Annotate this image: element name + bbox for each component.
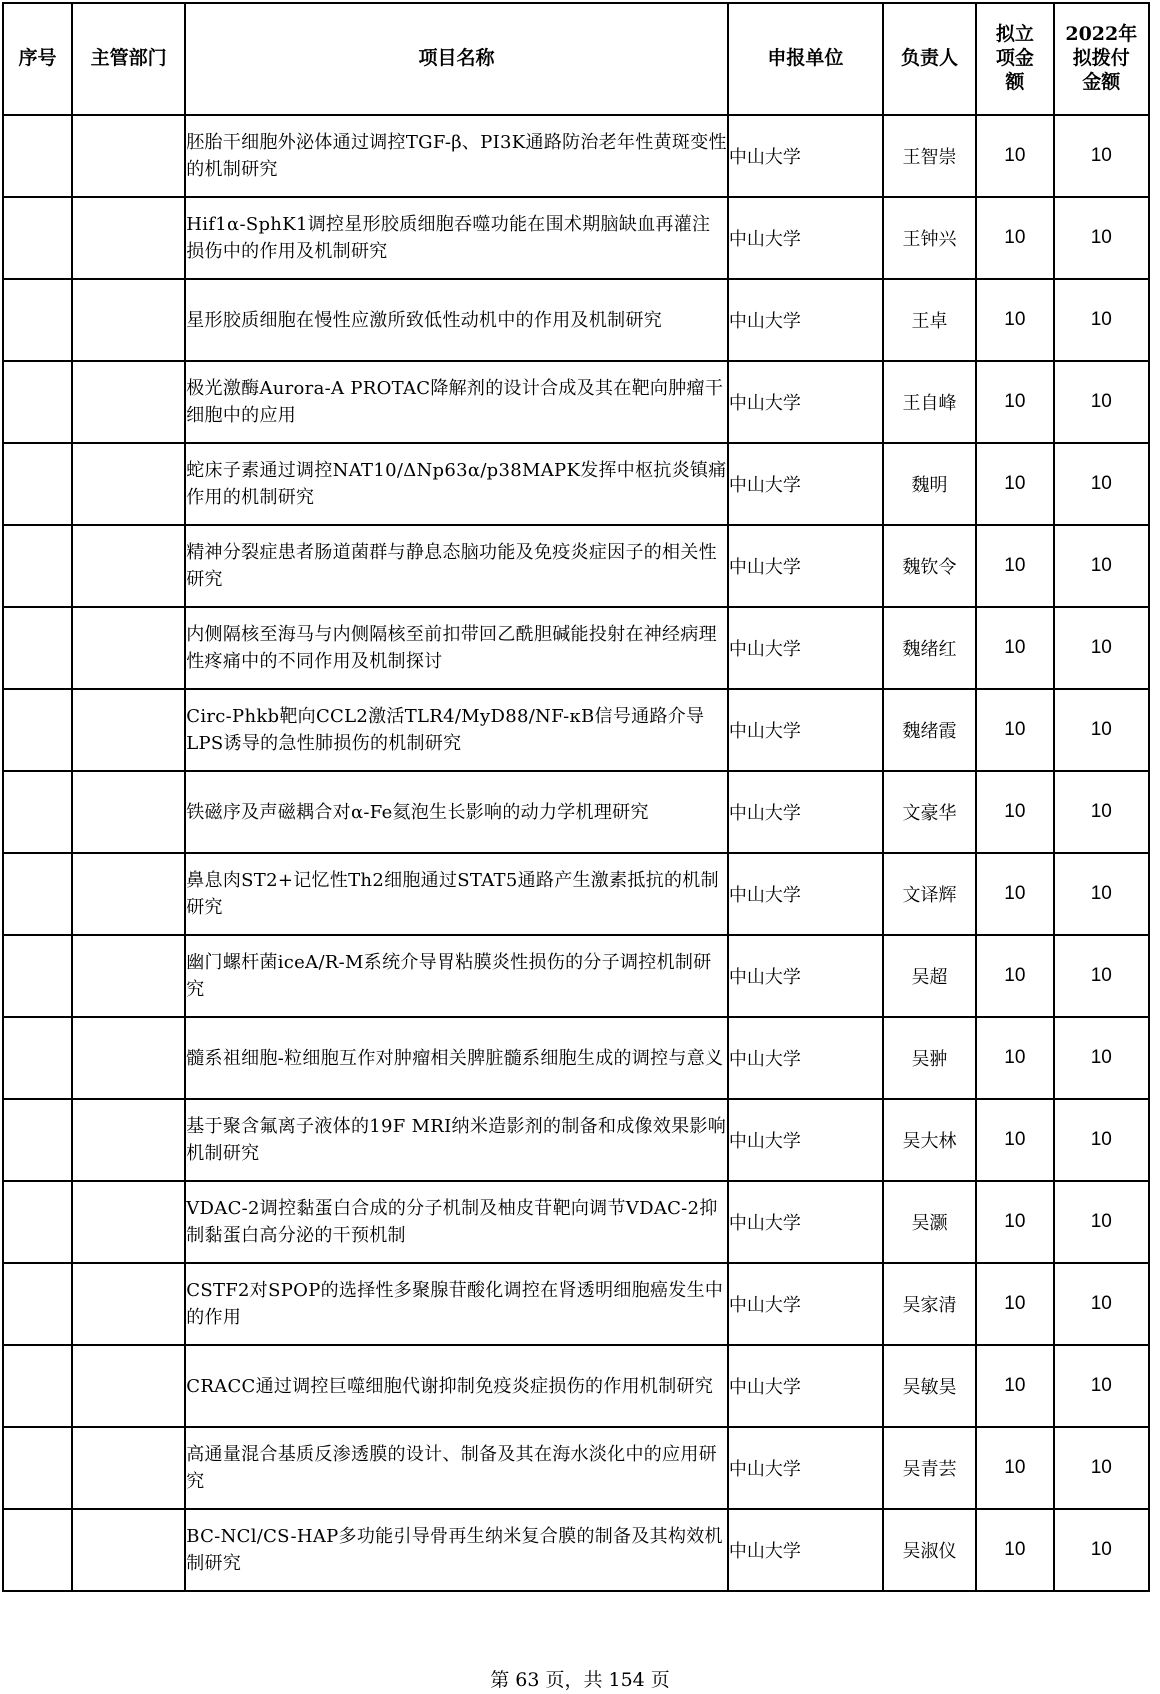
cell-allocated-amount: 10	[1054, 1263, 1149, 1345]
cell-project-name: 幽门螺杆菌iceA/R-M系统介导胃粘膜炎性损伤的分子调控机制研究	[185, 935, 728, 1017]
cell-dept	[72, 361, 185, 443]
cell-unit: 中山大学	[728, 197, 883, 279]
cell-allocated-amount: 10	[1054, 1427, 1149, 1509]
cell-dept	[72, 1345, 185, 1427]
cell-person: 王卓	[883, 279, 976, 361]
cell-unit: 中山大学	[728, 689, 883, 771]
cell-person: 吴翀	[883, 1017, 976, 1099]
table-row	[3, 361, 1149, 443]
cell-proposed-amount: 10	[976, 443, 1054, 525]
cell-seq	[3, 197, 72, 279]
cell-proposed-amount: 10	[976, 525, 1054, 607]
table-row	[3, 1427, 1149, 1509]
cell-proposed-amount: 10	[976, 1181, 1054, 1263]
cell-proposed-amount: 10	[976, 1017, 1054, 1099]
cell-seq	[3, 1263, 72, 1345]
cell-person: 王智崇	[883, 115, 976, 197]
header-unit: 申报单位	[728, 3, 883, 115]
cell-proposed-amount: 10	[976, 853, 1054, 935]
cell-seq	[3, 1017, 72, 1099]
cell-dept	[72, 1509, 185, 1591]
cell-allocated-amount: 10	[1054, 771, 1149, 853]
cell-dept	[72, 1181, 185, 1263]
cell-dept	[72, 853, 185, 935]
cell-allocated-amount: 10	[1054, 115, 1149, 197]
cell-project-name: 蛇床子素通过调控NAT10/ΔNp63α/p38MAPK发挥中枢抗炎镇痛作用的机制研究	[185, 443, 728, 525]
cell-proposed-amount: 10	[976, 771, 1054, 853]
cell-proposed-amount: 10	[976, 1345, 1054, 1427]
cell-unit: 中山大学	[728, 935, 883, 1017]
cell-allocated-amount: 10	[1054, 279, 1149, 361]
cell-proposed-amount: 10	[976, 935, 1054, 1017]
cell-unit: 中山大学	[728, 525, 883, 607]
cell-allocated-amount: 10	[1054, 935, 1149, 1017]
cell-unit: 中山大学	[728, 1181, 883, 1263]
cell-project-name: CSTF2对SPOP的选择性多聚腺苷酸化调控在肾透明细胞癌发生中的作用	[185, 1263, 728, 1345]
cell-allocated-amount: 10	[1054, 361, 1149, 443]
cell-allocated-amount: 10	[1054, 197, 1149, 279]
cell-seq	[3, 1509, 72, 1591]
cell-unit: 中山大学	[728, 1099, 883, 1181]
cell-project-name: 精神分裂症患者肠道菌群与静息态脑功能及免疫炎症因子的相关性研究	[185, 525, 728, 607]
cell-person: 吴超	[883, 935, 976, 1017]
cell-allocated-amount: 10	[1054, 1099, 1149, 1181]
cell-dept	[72, 525, 185, 607]
cell-project-name: 内侧隔核至海马与内侧隔核至前扣带回乙酰胆碱能投射在神经病理性疼痛中的不同作用及机制探讨	[185, 607, 728, 689]
cell-proposed-amount: 10	[976, 1509, 1054, 1591]
cell-project-name: 基于聚含氟离子液体的19F MRI纳米造影剂的制备和成像效果影响机制研究	[185, 1099, 728, 1181]
cell-dept	[72, 443, 185, 525]
cell-unit: 中山大学	[728, 361, 883, 443]
cell-seq	[3, 361, 72, 443]
cell-project-name: 胚胎干细胞外泌体通过调控TGF-β、PI3K通路防治老年性黄斑变性的机制研究	[185, 115, 728, 197]
cell-person: 吴灏	[883, 1181, 976, 1263]
cell-allocated-amount: 10	[1054, 1017, 1149, 1099]
cell-proposed-amount: 10	[976, 361, 1054, 443]
cell-person: 吴家清	[883, 1263, 976, 1345]
header-seq: 序号	[3, 3, 72, 115]
cell-dept	[72, 607, 185, 689]
cell-person: 魏明	[883, 443, 976, 525]
cell-person: 吴大林	[883, 1099, 976, 1181]
cell-unit: 中山大学	[728, 1509, 883, 1591]
cell-person: 魏绪红	[883, 607, 976, 689]
cell-seq	[3, 525, 72, 607]
cell-allocated-amount: 10	[1054, 525, 1149, 607]
cell-unit: 中山大学	[728, 1263, 883, 1345]
table-row	[3, 771, 1149, 853]
cell-unit: 中山大学	[728, 279, 883, 361]
table-row	[3, 525, 1149, 607]
cell-seq	[3, 443, 72, 525]
cell-dept	[72, 279, 185, 361]
cell-dept	[72, 1263, 185, 1345]
cell-unit: 中山大学	[728, 443, 883, 525]
cell-project-name: 高通量混合基质反渗透膜的设计、制备及其在海水淡化中的应用研究	[185, 1427, 728, 1509]
cell-project-name: 极光激酶Aurora-A PROTAC降解剂的设计合成及其在靶向肿瘤干细胞中的应用	[185, 361, 728, 443]
cell-dept	[72, 1017, 185, 1099]
table-row	[3, 1017, 1149, 1099]
cell-seq	[3, 115, 72, 197]
cell-project-name: 星形胶质细胞在慢性应激所致低性动机中的作用及机制研究	[185, 279, 728, 361]
cell-allocated-amount: 10	[1054, 1181, 1149, 1263]
table-row	[3, 689, 1149, 771]
cell-proposed-amount: 10	[976, 1263, 1054, 1345]
header-allocated-amount: 2022年 拟拨付 金额	[1054, 3, 1149, 115]
table-row	[3, 1181, 1149, 1263]
cell-person: 王钟兴	[883, 197, 976, 279]
cell-unit: 中山大学	[728, 771, 883, 853]
table-row	[3, 1345, 1149, 1427]
table-row	[3, 1099, 1149, 1181]
cell-seq	[3, 1345, 72, 1427]
cell-proposed-amount: 10	[976, 279, 1054, 361]
header-person: 负责人	[883, 3, 976, 115]
table-row	[3, 279, 1149, 361]
cell-unit: 中山大学	[728, 1427, 883, 1509]
cell-person: 文译辉	[883, 853, 976, 935]
cell-unit: 中山大学	[728, 853, 883, 935]
cell-proposed-amount: 10	[976, 1099, 1054, 1181]
cell-proposed-amount: 10	[976, 197, 1054, 279]
table-body	[3, 115, 1149, 1591]
cell-person: 文豪华	[883, 771, 976, 853]
table-row	[3, 1263, 1149, 1345]
cell-dept	[72, 771, 185, 853]
cell-seq	[3, 935, 72, 1017]
header-project: 项目名称	[185, 3, 728, 115]
cell-seq	[3, 771, 72, 853]
cell-project-name: Circ-Phkb靶向CCL2激活TLR4/MyD88/NF-κB信号通路介导LPS诱导的急性肺损伤的机制研究	[185, 689, 728, 771]
cell-dept	[72, 1099, 185, 1181]
cell-project-name: 鼻息肉ST2+记忆性Th2细胞通过STAT5通路产生激素抵抗的机制研究	[185, 853, 728, 935]
cell-dept	[72, 115, 185, 197]
cell-person: 魏绪霞	[883, 689, 976, 771]
header-dept: 主管部门	[72, 3, 185, 115]
cell-unit: 中山大学	[728, 1017, 883, 1099]
cell-allocated-amount: 10	[1054, 1509, 1149, 1591]
cell-seq	[3, 607, 72, 689]
cell-project-name: CRACC通过调控巨噬细胞代谢抑制免疫炎症损伤的作用机制研究	[185, 1345, 728, 1427]
cell-seq	[3, 689, 72, 771]
cell-seq	[3, 1181, 72, 1263]
cell-seq	[3, 853, 72, 935]
cell-person: 吴青芸	[883, 1427, 976, 1509]
cell-allocated-amount: 10	[1054, 607, 1149, 689]
cell-dept	[72, 1427, 185, 1509]
cell-dept	[72, 197, 185, 279]
cell-dept	[72, 689, 185, 771]
cell-person: 吴敏昊	[883, 1345, 976, 1427]
table-row	[3, 197, 1149, 279]
table-row	[3, 935, 1149, 1017]
cell-seq	[3, 279, 72, 361]
cell-proposed-amount: 10	[976, 607, 1054, 689]
cell-allocated-amount: 10	[1054, 689, 1149, 771]
table-row	[3, 607, 1149, 689]
cell-dept	[72, 935, 185, 1017]
cell-unit: 中山大学	[728, 607, 883, 689]
cell-allocated-amount: 10	[1054, 853, 1149, 935]
table-row	[3, 1509, 1149, 1591]
cell-proposed-amount: 10	[976, 1427, 1054, 1509]
table-row	[3, 443, 1149, 525]
cell-project-name: 铁磁序及声磁耦合对α-Fe氦泡生长影响的动力学机理研究	[185, 771, 728, 853]
cell-person: 魏钦令	[883, 525, 976, 607]
cell-allocated-amount: 10	[1054, 1345, 1149, 1427]
cell-seq	[3, 1427, 72, 1509]
cell-project-name: BC-NCl/CS-HAP多功能引导骨再生纳米复合膜的制备及其构效机制研究	[185, 1509, 728, 1591]
table-row	[3, 115, 1149, 197]
cell-seq	[3, 1099, 72, 1181]
page-footer: 第 63 页，共 154 页	[490, 1669, 670, 1691]
cell-proposed-amount: 10	[976, 115, 1054, 197]
cell-project-name: VDAC-2调控黏蛋白合成的分子机制及柚皮苷靶向调节VDAC-2抑制黏蛋白高分泌的干预机制	[185, 1181, 728, 1263]
cell-person: 吴淑仪	[883, 1509, 976, 1591]
cell-unit: 中山大学	[728, 1345, 883, 1427]
header-proposed-amount: 拟立 项金 额	[976, 3, 1054, 115]
cell-proposed-amount: 10	[976, 689, 1054, 771]
cell-allocated-amount: 10	[1054, 443, 1149, 525]
cell-person: 王自峰	[883, 361, 976, 443]
table-row	[3, 853, 1149, 935]
cell-project-name: 髓系祖细胞-粒细胞互作对肿瘤相关脾脏髓系细胞生成的调控与意义	[185, 1017, 728, 1099]
project-table	[2, 2, 1150, 1592]
table-header	[3, 3, 1149, 115]
cell-project-name: Hif1α-SphK1调控星形胶质细胞吞噬功能在围术期脑缺血再灌注损伤中的作用及机制研究	[185, 197, 728, 279]
cell-unit: 中山大学	[728, 115, 883, 197]
